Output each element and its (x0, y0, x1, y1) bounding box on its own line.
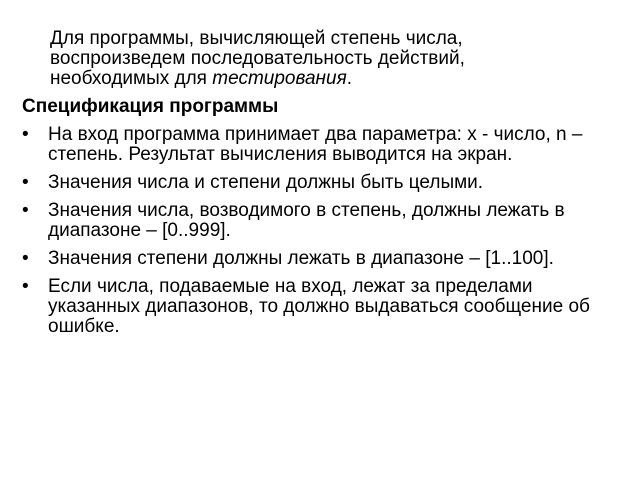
bullet-icon: • (22, 248, 29, 269)
spec-item-input (22, 125, 622, 165)
spec-item-integers (22, 173, 622, 193)
intro-period: . (346, 68, 352, 89)
bullet-icon: • (22, 200, 29, 221)
spec-item-text: На вход программа принимает два параметра: x - число, n – степень. Результат вычисления выводится на экран. (48, 124, 583, 165)
intro-paragraph (22, 29, 550, 89)
bullet-icon: • (22, 172, 29, 193)
spec-item-error (22, 277, 622, 337)
spec-item-text: Значения числа, возводимого в степень, должны лежать в диапазоне – [0..999]. (48, 200, 565, 241)
bullet-icon: • (22, 276, 29, 297)
spec-item-power-range (22, 249, 622, 269)
bullet-icon: • (22, 124, 29, 145)
spec-item-text: Значения числа и степени должны быть целыми. (48, 172, 484, 193)
spec-item-text: Значения степени должны лежать в диапазоне – [1..100]. (48, 248, 554, 269)
spec-list (22, 125, 622, 337)
spec-heading: Спецификация программы (22, 96, 279, 117)
spec-item-text: Если числа, подаваемые на вход, лежат за пределами указанных диапазонов, то должно выдаваться сообщение об ошибке. (48, 276, 590, 337)
slide-content (22, 29, 622, 345)
intro-emphasis: тестирования (212, 68, 347, 89)
spec-item-number-range (22, 201, 622, 241)
intro-text: Для программы, вычисляющей степень числа, воспроизведем последовательность действий, необходимых для (50, 28, 465, 89)
